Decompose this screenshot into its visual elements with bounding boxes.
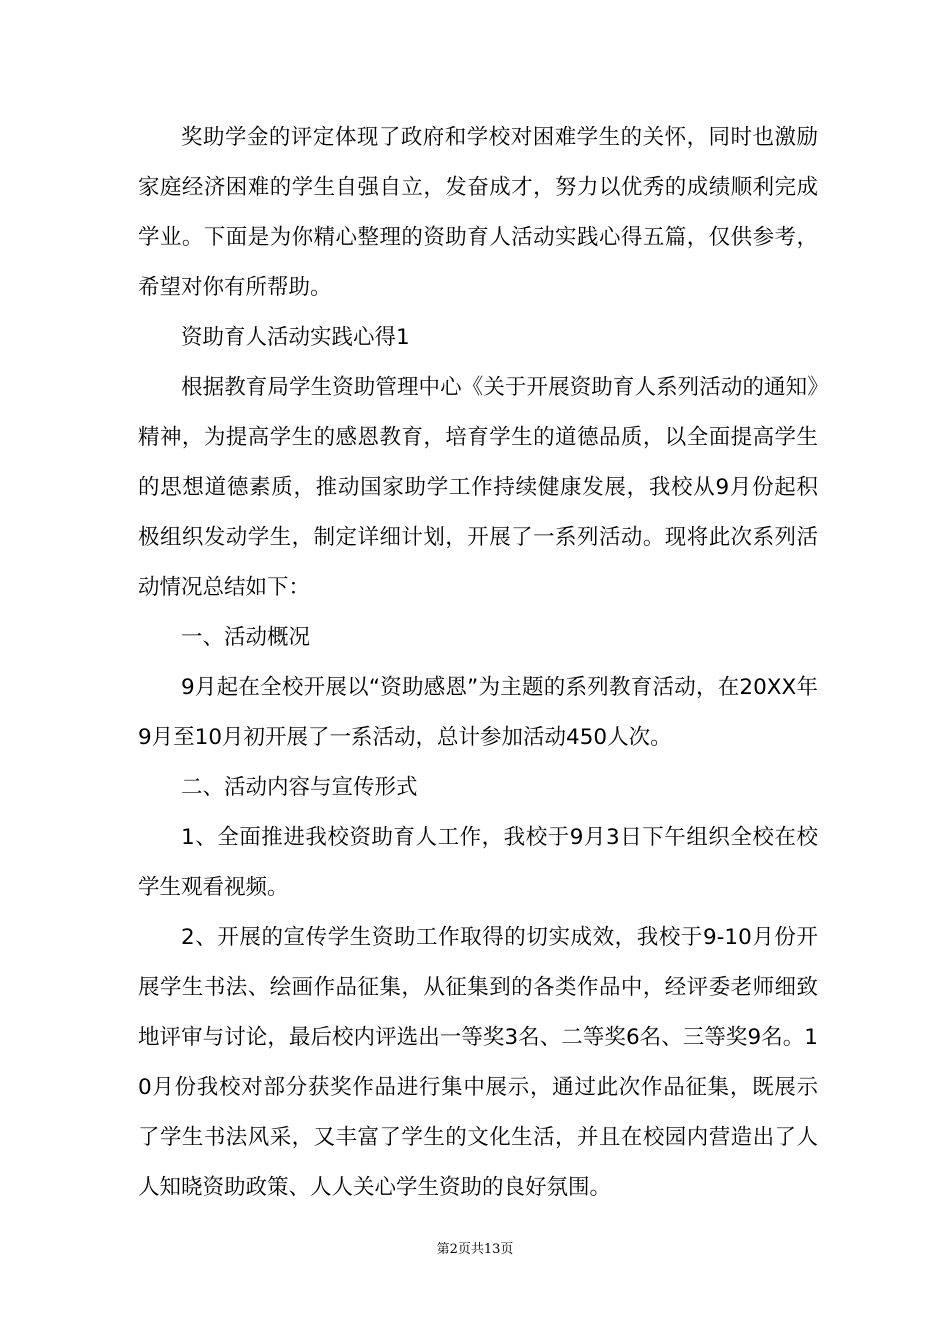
body-paragraph: 根据教育局学生资助管理中心《关于开展资助育人系列活动的通知》精神，为提高学生的感恩教育，培育学生的道德品质，以全面提高学生的思想道德素质，推动国家助学工作持续健康发展，我校从9月份起积极组织发动学生，制定详细计划，开展了一系列活动。现将此次系列活动情况总结如下：: [138, 375, 818, 600]
subheading: 二、活动内容与宣传形式: [181, 775, 418, 800]
body-paragraph: 1、全面推进我校资助育人工作，我校于9月3日下午组织全校在校学生观看视频。: [138, 825, 818, 900]
document-body: [138, 113, 818, 1213]
body-paragraph: 2、开展的宣传学生资助工作取得的切实成效，我校于9-10月份开展学生书法、绘画作品征集，从征集到的各类作品中，经评委老师细致地评审与讨论，最后校内评选出一等奖3名、二等奖6名、三等奖9名。10月份我校对部分获奖作品进行集中展示，通过此次作品征集，既展示了学生书法风采，又丰富了学生的文化生活，并且在校园内营造出了人人知晓资助政策、人人关心学生资助的良好氛围。: [138, 925, 818, 1200]
body-paragraph: 9月起在全校开展以“资助感恩”为主题的系列教育活动，在20XX年9月至10月初开展了一系活动，总计参加活动450人次。: [138, 675, 818, 750]
section-title: 资助育人活动实践心得1: [181, 325, 410, 350]
subheading: 一、活动概况: [181, 625, 311, 650]
intro-paragraph: 奖助学金的评定体现了政府和学校对困难学生的关怀，同时也激励家庭经济困难的学生自强自立，发奋成才，努力以优秀的成绩顺利完成学业。下面是为你精心整理的资助育人活动实践心得五篇，仅供参考，希望对你有所帮助。: [138, 125, 818, 300]
page-number-footer: 第2页共13页: [436, 1242, 514, 1257]
